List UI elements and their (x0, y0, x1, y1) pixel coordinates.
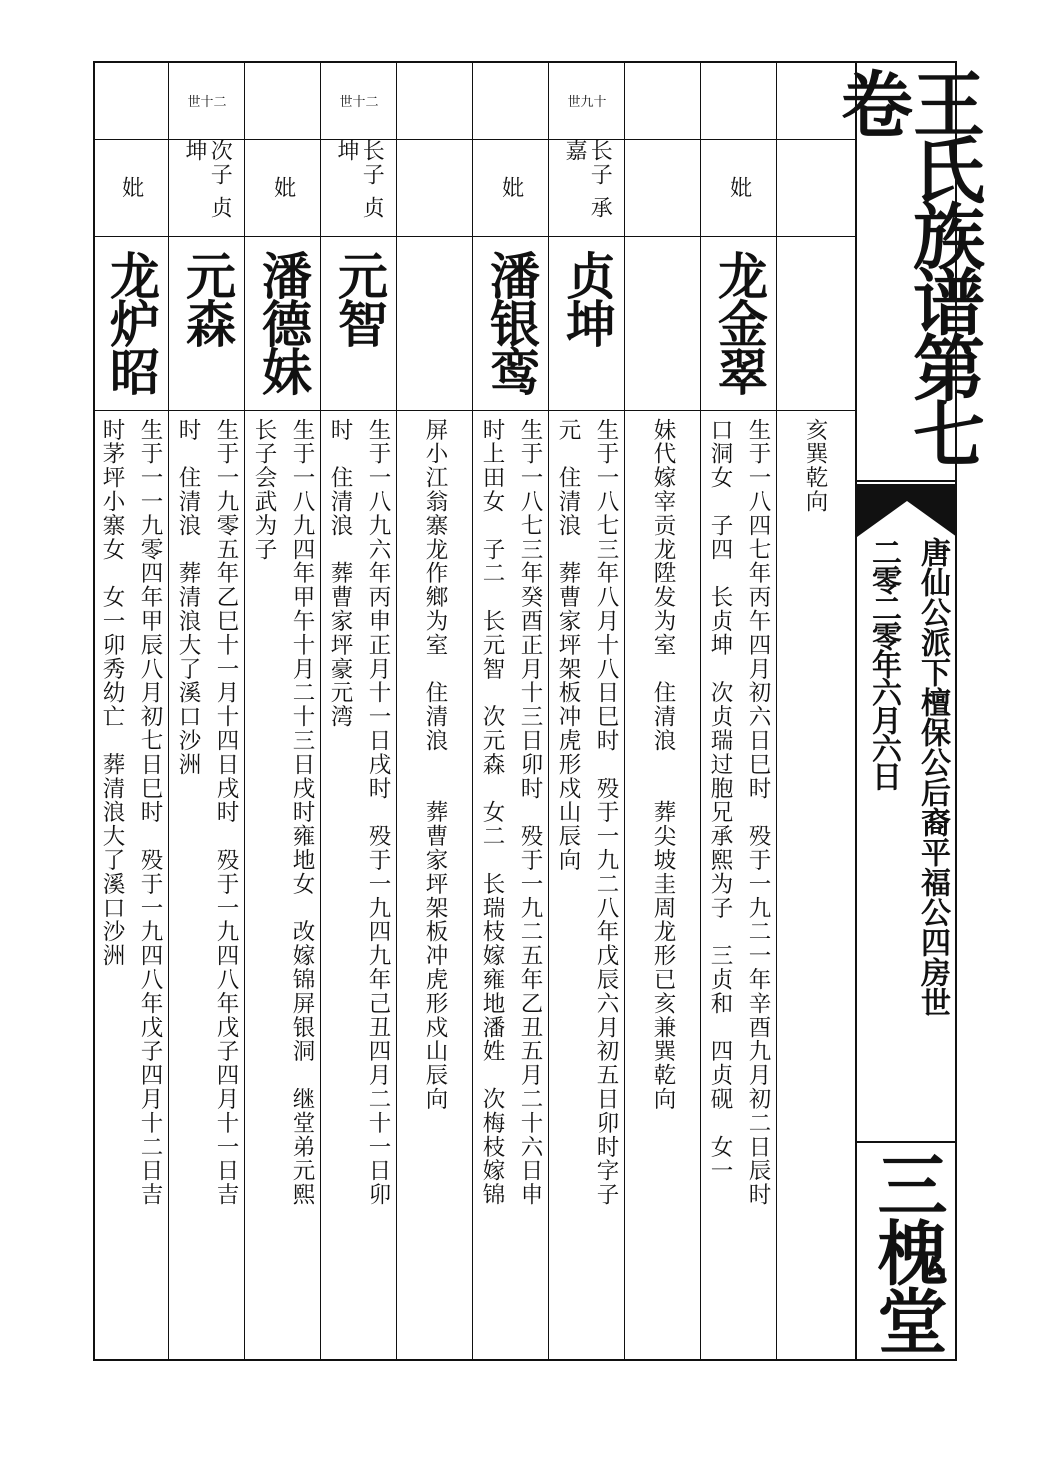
record-column (93, 61, 169, 1361)
relation-cell: 次子 贞坤 (182, 139, 233, 220)
relation-cell: 妣 (270, 175, 296, 200)
biography-text: 生于一九零五年乙巳十一月十四日戌时 殁于一九四八年戊子四月十一日吉 时 住清浪 葬清浪大了溪口沙洲 (175, 418, 239, 1207)
fishtail-ornament (857, 479, 957, 539)
biography-text: 亥巽乾向 (802, 418, 828, 514)
generation-cell (701, 61, 777, 139)
record-column (701, 61, 777, 1361)
biography-text: 生于一一九零四年甲辰八月初七日巳时 殁于一九四八年戊子四月十二日吉 时茅坪小寨女 女一卯秀幼亡 葬清浪大了溪口沙洲 (99, 418, 163, 1207)
compile-date: 二零二零年六月六日 (866, 537, 901, 789)
generation-cell: 世九十 (567, 94, 607, 110)
biography-text: 生于一八七三年八月十八日巳时 殁于一九二八年戊辰六月初五日卯时字子 元 住清浪 葬曹家坪架板冲虎形戍山辰向 (555, 418, 619, 1207)
record-column (169, 61, 245, 1361)
biography-text: 生于一八九六年丙申正月十一日戌时 殁于一九四九年己丑四月二十一日卯 时 住清浪 葬曹家坪豪元湾 (327, 418, 391, 1207)
person-name: 元智 (330, 250, 388, 346)
person-name: 贞坤 (558, 250, 616, 346)
relation-cell: 妣 (118, 175, 144, 200)
person-name: 元森 (178, 250, 236, 346)
relation-cell: 长子 承嘉 (562, 139, 613, 220)
record-column (321, 61, 397, 1361)
record-column (625, 61, 701, 1361)
book-title: 王氏族谱第七卷 (829, 67, 986, 463)
lineage-subtitle: 唐仙公派下檀保公后裔平福公四房世 (915, 537, 950, 1017)
title-panel (829, 61, 986, 1361)
biography-text: 生于一八四七年丙午四月初六日巳时 殁于一九二一年辛酉九月初二日辰时 口洞女 子四 长贞坤 次贞瑞过胞兄承熙为子 三贞和 四贞砚 女一 (707, 418, 771, 1207)
genealogy-grid (93, 61, 855, 1361)
person-name: 龙金翠 (710, 250, 768, 394)
generation-cell (625, 61, 701, 139)
biography-text: 妹代嫁宰贡龙陞发为室 住清浪 葬尖坡圭周龙形已亥兼巽乾向 (650, 418, 676, 1112)
relation-cell: 妣 (498, 175, 524, 200)
generation-cell (245, 61, 321, 139)
generation-cell: 世十二 (187, 94, 227, 110)
record-column (549, 61, 625, 1361)
record-column (473, 61, 549, 1361)
generation-cell (397, 61, 473, 139)
generation-cell (93, 61, 169, 139)
person-name: 龙炉昭 (102, 250, 160, 394)
biography-text: 生于一八七三年癸酉正月十三日卯时 殁于一九二五年乙丑五月二十六日申 时上田女 子二 长元智 次元森 女二 长瑞枝嫁雍地潘姓 次梅枝嫁锦 (479, 418, 543, 1207)
person-name: 潘银鸾 (482, 250, 540, 394)
hall-name: 三槐堂 (866, 1149, 949, 1353)
record-column (397, 61, 473, 1361)
relation-cell: 长子 贞坤 (334, 139, 385, 220)
person-name: 潘德妹 (254, 250, 312, 394)
biography-text: 生于一八九四年甲午十月二十三日戌时雍地女 改嫁锦屏银洞 继堂弟元熙 长子会武为子 (251, 418, 315, 1207)
record-column (245, 61, 321, 1361)
generation-cell: 世十二 (339, 94, 379, 110)
biography-text: 屏小江翁寨龙作鄉为室 住清浪 葬曹家坪架板冲虎形戍山辰向 (422, 418, 448, 1112)
relation-cell: 妣 (726, 175, 752, 200)
generation-cell (473, 61, 549, 139)
